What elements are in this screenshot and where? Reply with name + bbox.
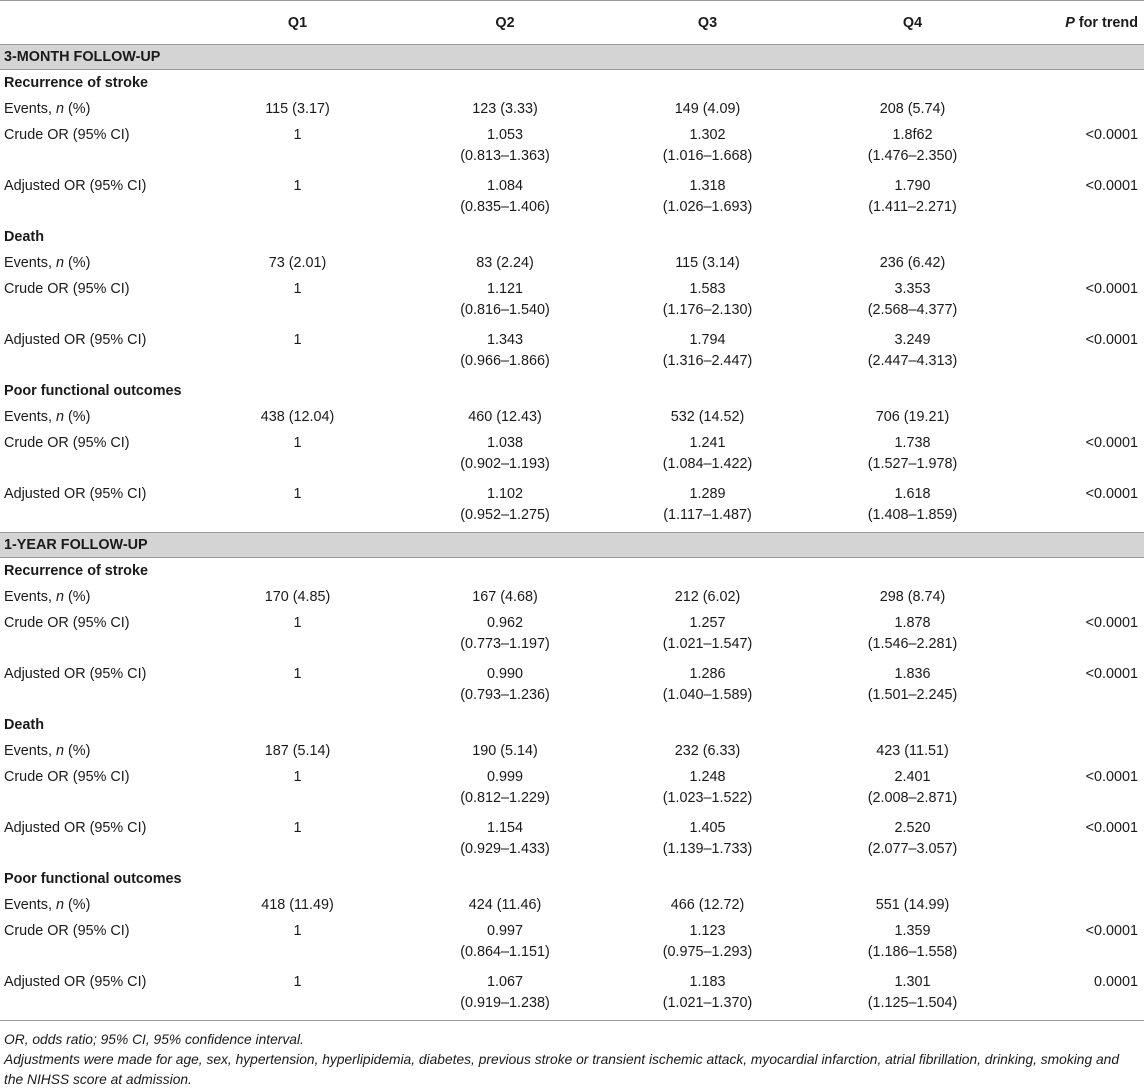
adjusted-q3-cell bbox=[605, 481, 810, 533]
events-q3-cell: 212 (6.02) bbox=[674, 589, 741, 605]
crude-q3-cell bbox=[605, 122, 810, 173]
events-q4-cell: 208 (5.74) bbox=[879, 101, 946, 117]
group-header-row bbox=[0, 558, 1144, 585]
events-q3-cell: 532 (14.52) bbox=[670, 409, 745, 425]
events-q1-cell: 115 (3.17) bbox=[265, 101, 330, 117]
events-q4-cell: 236 (6.42) bbox=[879, 255, 946, 271]
adjusted-q4-estimate: 1.301 bbox=[894, 974, 931, 990]
adjusted-q2-cell bbox=[405, 815, 605, 866]
crude-p-cell: <0.0001 bbox=[1085, 769, 1138, 785]
crude-p-cell: <0.0001 bbox=[1085, 281, 1138, 297]
adjusted-q3-cell bbox=[605, 327, 810, 378]
crude-q2-cell bbox=[405, 918, 605, 969]
events-label bbox=[0, 250, 190, 276]
crude-q4-interval: (2.568–4.377) bbox=[867, 302, 958, 318]
events-row bbox=[0, 738, 1144, 764]
crude-q3-interval: (1.021–1.547) bbox=[662, 636, 753, 652]
events-q2-cell: 190 (5.14) bbox=[472, 743, 538, 759]
adjusted-q2-cell bbox=[405, 969, 605, 1020]
adjusted-q1-cell: 1 bbox=[293, 974, 302, 990]
crude-or-label: Crude OR (95% CI) bbox=[4, 923, 130, 939]
group-header-row bbox=[0, 224, 1144, 250]
adjusted-q2-cell bbox=[405, 481, 605, 533]
table-header bbox=[0, 1, 1144, 45]
crude-q3-interval: (1.016–1.668) bbox=[662, 148, 753, 164]
adjusted-q2-interval: (0.793–1.236) bbox=[460, 687, 550, 703]
crude-q2-interval: (0.812–1.229) bbox=[460, 790, 550, 806]
adjusted-q3-interval: (1.139–1.733) bbox=[662, 841, 753, 857]
adjusted-or-row bbox=[0, 815, 1144, 866]
group-header-row bbox=[0, 378, 1144, 404]
events-p-cell bbox=[1015, 892, 1144, 918]
crude-q2-estimate: 1.053 bbox=[486, 127, 523, 143]
adjusted-q3-cell bbox=[605, 173, 810, 224]
group-title: Poor functional outcomes bbox=[4, 383, 182, 399]
footnote-adjustments: Adjustments were made for age, sex, hypertension, hyperlipidemia, diabetes, previous stroke or transient ischemic attack, myocardial infarction, atrial fibrillation, drinking, smoking and the NIHSS score at admission. bbox=[4, 1052, 1120, 1087]
events-label bbox=[0, 404, 190, 430]
adjusted-q3-cell bbox=[605, 661, 810, 712]
group-header-row bbox=[0, 712, 1144, 738]
adjusted-q4-cell bbox=[810, 661, 1015, 712]
crude-q3-cell bbox=[605, 610, 810, 661]
crude-q1-cell: 1 bbox=[293, 615, 302, 631]
crude-q4-interval: (2.008–2.871) bbox=[867, 790, 958, 806]
crude-q3-estimate: 1.241 bbox=[689, 435, 726, 451]
events-q3-cell: 115 (3.14) bbox=[675, 255, 740, 271]
crude-or-row bbox=[0, 430, 1144, 481]
adjusted-p-cell: <0.0001 bbox=[1085, 332, 1138, 348]
events-label-n: n bbox=[56, 255, 65, 271]
events-label bbox=[0, 96, 190, 122]
crude-q1-cell: 1 bbox=[293, 127, 302, 143]
adjusted-q4-estimate: 2.520 bbox=[894, 820, 931, 836]
events-label-pre: Events, bbox=[4, 897, 56, 913]
adjusted-q4-interval: (1.125–1.504) bbox=[867, 995, 958, 1011]
crude-q3-estimate: 1.123 bbox=[689, 923, 726, 939]
crude-or-row bbox=[0, 764, 1144, 815]
group-title: Recurrence of stroke bbox=[4, 563, 148, 579]
adjusted-or-label: Adjusted OR (95% CI) bbox=[4, 332, 147, 348]
events-q2-cell: 424 (11.46) bbox=[468, 897, 542, 913]
events-label bbox=[0, 584, 190, 610]
crude-q3-estimate: 1.302 bbox=[689, 127, 726, 143]
crude-q3-estimate: 1.248 bbox=[689, 769, 726, 785]
events-q4-cell: 551 (14.99) bbox=[875, 897, 950, 913]
crude-q4-estimate: 1.738 bbox=[894, 435, 931, 451]
adjusted-q2-estimate: 0.990 bbox=[486, 666, 523, 682]
section-title: 3-MONTH FOLLOW-UP bbox=[0, 45, 1144, 70]
crude-q2-estimate: 1.038 bbox=[486, 435, 523, 451]
adjusted-q3-interval: (1.021–1.370) bbox=[662, 995, 753, 1011]
adjusted-q1-cell: 1 bbox=[293, 820, 302, 836]
events-label-pre: Events, bbox=[4, 409, 56, 425]
crude-q4-estimate: 2.401 bbox=[894, 769, 931, 785]
crude-q4-estimate: 1.359 bbox=[894, 923, 931, 939]
crude-q3-interval: (1.023–1.522) bbox=[662, 790, 753, 806]
adjusted-or-row bbox=[0, 327, 1144, 378]
adjusted-q2-estimate: 1.343 bbox=[486, 332, 523, 348]
events-row bbox=[0, 404, 1144, 430]
adjusted-q2-cell bbox=[405, 173, 605, 224]
adjusted-q2-estimate: 1.067 bbox=[486, 974, 523, 990]
crude-q4-cell bbox=[810, 764, 1015, 815]
events-p-cell bbox=[1015, 404, 1144, 430]
crude-q4-cell bbox=[810, 122, 1015, 173]
crude-or-row bbox=[0, 610, 1144, 661]
crude-q4-interval: (1.527–1.978) bbox=[867, 456, 958, 472]
adjusted-q4-interval: (2.447–4.313) bbox=[867, 353, 958, 369]
events-q3-cell: 149 (4.09) bbox=[674, 101, 741, 117]
adjusted-q4-cell bbox=[810, 481, 1015, 533]
crude-q3-interval: (1.084–1.422) bbox=[662, 456, 753, 472]
events-q4-cell: 298 (8.74) bbox=[879, 589, 946, 605]
crude-q4-estimate: 1.878 bbox=[894, 615, 931, 631]
crude-q3-interval: (0.975–1.293) bbox=[662, 944, 753, 960]
crude-q2-cell bbox=[405, 430, 605, 481]
events-label-pre: Events, bbox=[4, 743, 56, 759]
events-row bbox=[0, 250, 1144, 276]
adjusted-or-label: Adjusted OR (95% CI) bbox=[4, 974, 147, 990]
header-p-letter: P bbox=[1065, 14, 1075, 31]
adjusted-q4-cell bbox=[810, 815, 1015, 866]
adjusted-q1-cell: 1 bbox=[293, 178, 302, 194]
crude-q4-interval: (1.186–1.558) bbox=[867, 944, 958, 960]
adjusted-q2-interval: (0.966–1.866) bbox=[460, 353, 550, 369]
events-q4-cell: 706 (19.21) bbox=[875, 409, 950, 425]
events-label-n: n bbox=[56, 101, 65, 117]
adjusted-or-row bbox=[0, 173, 1144, 224]
header-q3: Q3 bbox=[605, 1, 810, 45]
crude-q2-interval: (0.902–1.193) bbox=[460, 456, 550, 472]
crude-p-cell: <0.0001 bbox=[1085, 923, 1138, 939]
adjusted-p-cell: <0.0001 bbox=[1085, 178, 1138, 194]
crude-q1-cell: 1 bbox=[293, 281, 302, 297]
crude-p-cell: <0.0001 bbox=[1085, 127, 1138, 143]
events-label-n: n bbox=[56, 589, 65, 605]
adjusted-q2-interval: (0.929–1.433) bbox=[460, 841, 550, 857]
crude-q1-cell: 1 bbox=[293, 923, 302, 939]
events-q1-cell: 438 (12.04) bbox=[260, 409, 335, 425]
adjusted-q2-cell bbox=[405, 661, 605, 712]
adjusted-q3-interval: (1.026–1.693) bbox=[662, 199, 753, 215]
crude-or-label: Crude OR (95% CI) bbox=[4, 281, 130, 297]
events-label-post: (%) bbox=[64, 743, 91, 759]
adjusted-q3-estimate: 1.286 bbox=[689, 666, 726, 682]
adjusted-q1-cell: 1 bbox=[293, 666, 302, 682]
crude-q3-cell bbox=[605, 430, 810, 481]
adjusted-q3-estimate: 1.794 bbox=[689, 332, 726, 348]
events-q1-cell: 418 (11.49) bbox=[261, 897, 334, 913]
header-q1: Q1 bbox=[190, 1, 405, 45]
crude-q2-cell bbox=[405, 276, 605, 327]
crude-q2-cell bbox=[405, 122, 605, 173]
events-q2-cell: 123 (3.33) bbox=[472, 101, 538, 117]
section-header-row bbox=[0, 45, 1144, 70]
adjusted-q3-estimate: 1.405 bbox=[689, 820, 726, 836]
events-label-n: n bbox=[56, 897, 65, 913]
adjusted-q3-cell bbox=[605, 815, 810, 866]
crude-or-label: Crude OR (95% CI) bbox=[4, 615, 130, 631]
crude-q4-cell bbox=[810, 610, 1015, 661]
crude-q3-cell bbox=[605, 918, 810, 969]
adjusted-q4-interval: (2.077–3.057) bbox=[867, 841, 958, 857]
header-label bbox=[0, 1, 190, 45]
crude-p-cell: <0.0001 bbox=[1085, 615, 1138, 631]
adjusted-q3-interval: (1.117–1.487) bbox=[663, 507, 752, 523]
events-row bbox=[0, 96, 1144, 122]
events-label-post: (%) bbox=[64, 409, 91, 425]
events-label bbox=[0, 892, 190, 918]
section-header-row bbox=[0, 533, 1144, 558]
adjusted-q3-estimate: 1.289 bbox=[689, 486, 726, 502]
crude-q2-interval: (0.813–1.363) bbox=[460, 148, 550, 164]
crude-or-row bbox=[0, 122, 1144, 173]
crude-q4-estimate: 1.8f62 bbox=[892, 127, 933, 143]
header-q4: Q4 bbox=[810, 1, 1015, 45]
adjusted-q1-cell: 1 bbox=[293, 486, 302, 502]
adjusted-q2-estimate: 1.102 bbox=[486, 486, 523, 502]
events-q1-cell: 187 (5.14) bbox=[264, 743, 331, 759]
adjusted-or-label: Adjusted OR (95% CI) bbox=[4, 666, 147, 682]
crude-q3-estimate: 1.257 bbox=[689, 615, 726, 631]
crude-q2-interval: (0.816–1.540) bbox=[460, 302, 550, 318]
events-label-post: (%) bbox=[64, 101, 91, 117]
events-q2-cell: 83 (2.24) bbox=[476, 255, 534, 271]
crude-q2-estimate: 0.962 bbox=[486, 615, 523, 631]
group-header-row bbox=[0, 866, 1144, 892]
adjusted-q2-interval: (0.919–1.238) bbox=[460, 995, 550, 1011]
adjusted-q4-estimate: 1.836 bbox=[894, 666, 931, 682]
crude-q4-cell bbox=[810, 430, 1015, 481]
crude-q3-estimate: 1.583 bbox=[689, 281, 726, 297]
events-q3-cell: 232 (6.33) bbox=[674, 743, 741, 759]
crude-p-cell: <0.0001 bbox=[1085, 435, 1138, 451]
crude-q4-cell bbox=[810, 276, 1015, 327]
adjusted-or-row bbox=[0, 969, 1144, 1020]
events-p-cell bbox=[1015, 250, 1144, 276]
events-row bbox=[0, 892, 1144, 918]
crude-q2-cell bbox=[405, 764, 605, 815]
events-label-n: n bbox=[56, 409, 65, 425]
adjusted-q4-cell bbox=[810, 969, 1015, 1020]
events-label-pre: Events, bbox=[4, 255, 56, 271]
events-label-post: (%) bbox=[64, 589, 91, 605]
crude-or-label: Crude OR (95% CI) bbox=[4, 435, 130, 451]
events-label-n: n bbox=[56, 743, 65, 759]
adjusted-or-row bbox=[0, 661, 1144, 712]
adjusted-q4-interval: (1.411–2.271) bbox=[868, 199, 957, 215]
events-q4-cell: 423 (11.51) bbox=[876, 743, 949, 759]
events-label-pre: Events, bbox=[4, 101, 56, 117]
header-p-for-trend bbox=[1015, 1, 1144, 45]
crude-q3-interval: (1.176–2.130) bbox=[662, 302, 753, 318]
crude-q3-cell bbox=[605, 276, 810, 327]
crude-q4-estimate: 3.353 bbox=[894, 281, 931, 297]
events-label-post: (%) bbox=[64, 255, 91, 271]
adjusted-q4-estimate: 1.618 bbox=[894, 486, 931, 502]
crude-or-row bbox=[0, 276, 1144, 327]
adjusted-q4-interval: (1.501–2.245) bbox=[867, 687, 958, 703]
events-q1-cell: 170 (4.85) bbox=[264, 589, 331, 605]
adjusted-q4-cell bbox=[810, 173, 1015, 224]
group-header-row bbox=[0, 70, 1144, 97]
adjusted-p-cell: <0.0001 bbox=[1085, 666, 1138, 682]
events-p-cell bbox=[1015, 96, 1144, 122]
adjusted-q4-estimate: 3.249 bbox=[894, 332, 931, 348]
table-body bbox=[0, 45, 1144, 1021]
header-trend-text: for trend bbox=[1074, 14, 1138, 31]
footnote-abbreviations: OR, odds ratio; 95% CI, 95% confidence interval. bbox=[4, 1032, 304, 1047]
adjusted-q1-cell: 1 bbox=[293, 332, 302, 348]
events-q2-cell: 167 (4.68) bbox=[472, 589, 538, 605]
header-q2: Q2 bbox=[405, 1, 605, 45]
crude-or-row bbox=[0, 918, 1144, 969]
table-footnotes bbox=[0, 1021, 1144, 1090]
group-title: Death bbox=[4, 717, 44, 733]
crude-q2-interval: (0.773–1.197) bbox=[460, 636, 550, 652]
adjusted-q3-estimate: 1.318 bbox=[689, 178, 726, 194]
adjusted-q3-interval: (1.316–2.447) bbox=[662, 353, 753, 369]
adjusted-p-cell: <0.0001 bbox=[1085, 486, 1138, 502]
adjusted-p-cell: <0.0001 bbox=[1085, 820, 1138, 836]
adjusted-q2-estimate: 1.084 bbox=[486, 178, 523, 194]
adjusted-q3-estimate: 1.183 bbox=[689, 974, 726, 990]
adjusted-q4-estimate: 1.790 bbox=[894, 178, 931, 194]
crude-q4-interval: (1.476–2.350) bbox=[867, 148, 958, 164]
events-q2-cell: 460 (12.43) bbox=[468, 409, 542, 425]
adjusted-q3-interval: (1.040–1.589) bbox=[662, 687, 753, 703]
crude-q2-estimate: 0.997 bbox=[486, 923, 523, 939]
crude-or-label: Crude OR (95% CI) bbox=[4, 769, 130, 785]
events-p-cell bbox=[1015, 738, 1144, 764]
crude-q2-estimate: 0.999 bbox=[486, 769, 523, 785]
crude-q1-cell: 1 bbox=[293, 769, 302, 785]
crude-or-label: Crude OR (95% CI) bbox=[4, 127, 130, 143]
section-title: 1-YEAR FOLLOW-UP bbox=[0, 533, 1144, 558]
adjusted-p-cell: 0.0001 bbox=[1093, 974, 1138, 990]
group-title: Death bbox=[4, 229, 44, 245]
events-row bbox=[0, 584, 1144, 610]
adjusted-or-row bbox=[0, 481, 1144, 533]
crude-q1-cell: 1 bbox=[293, 435, 302, 451]
events-label-pre: Events, bbox=[4, 589, 56, 605]
events-label-post: (%) bbox=[64, 897, 91, 913]
crude-q4-cell bbox=[810, 918, 1015, 969]
group-title: Recurrence of stroke bbox=[4, 75, 148, 91]
group-title: Poor functional outcomes bbox=[4, 871, 182, 887]
crude-q4-interval: (1.546–2.281) bbox=[867, 636, 958, 652]
adjusted-or-label: Adjusted OR (95% CI) bbox=[4, 820, 147, 836]
crude-q2-cell bbox=[405, 610, 605, 661]
events-q1-cell: 73 (2.01) bbox=[268, 255, 327, 271]
events-p-cell bbox=[1015, 584, 1144, 610]
adjusted-q4-cell bbox=[810, 327, 1015, 378]
adjusted-q4-interval: (1.408–1.859) bbox=[867, 507, 958, 523]
crude-q2-interval: (0.864–1.151) bbox=[460, 944, 550, 960]
adjusted-q2-cell bbox=[405, 327, 605, 378]
adjusted-q2-estimate: 1.154 bbox=[486, 820, 523, 836]
adjusted-q2-interval: (0.952–1.275) bbox=[460, 507, 550, 523]
header-row bbox=[0, 1, 1144, 45]
crude-q2-estimate: 1.121 bbox=[486, 281, 523, 297]
adjusted-q2-interval: (0.835–1.406) bbox=[460, 199, 550, 215]
adjusted-or-label: Adjusted OR (95% CI) bbox=[4, 178, 147, 194]
events-label bbox=[0, 738, 190, 764]
crude-q3-cell bbox=[605, 764, 810, 815]
events-q3-cell: 466 (12.72) bbox=[670, 897, 745, 913]
adjusted-q3-cell bbox=[605, 969, 810, 1020]
adjusted-or-label: Adjusted OR (95% CI) bbox=[4, 486, 147, 502]
